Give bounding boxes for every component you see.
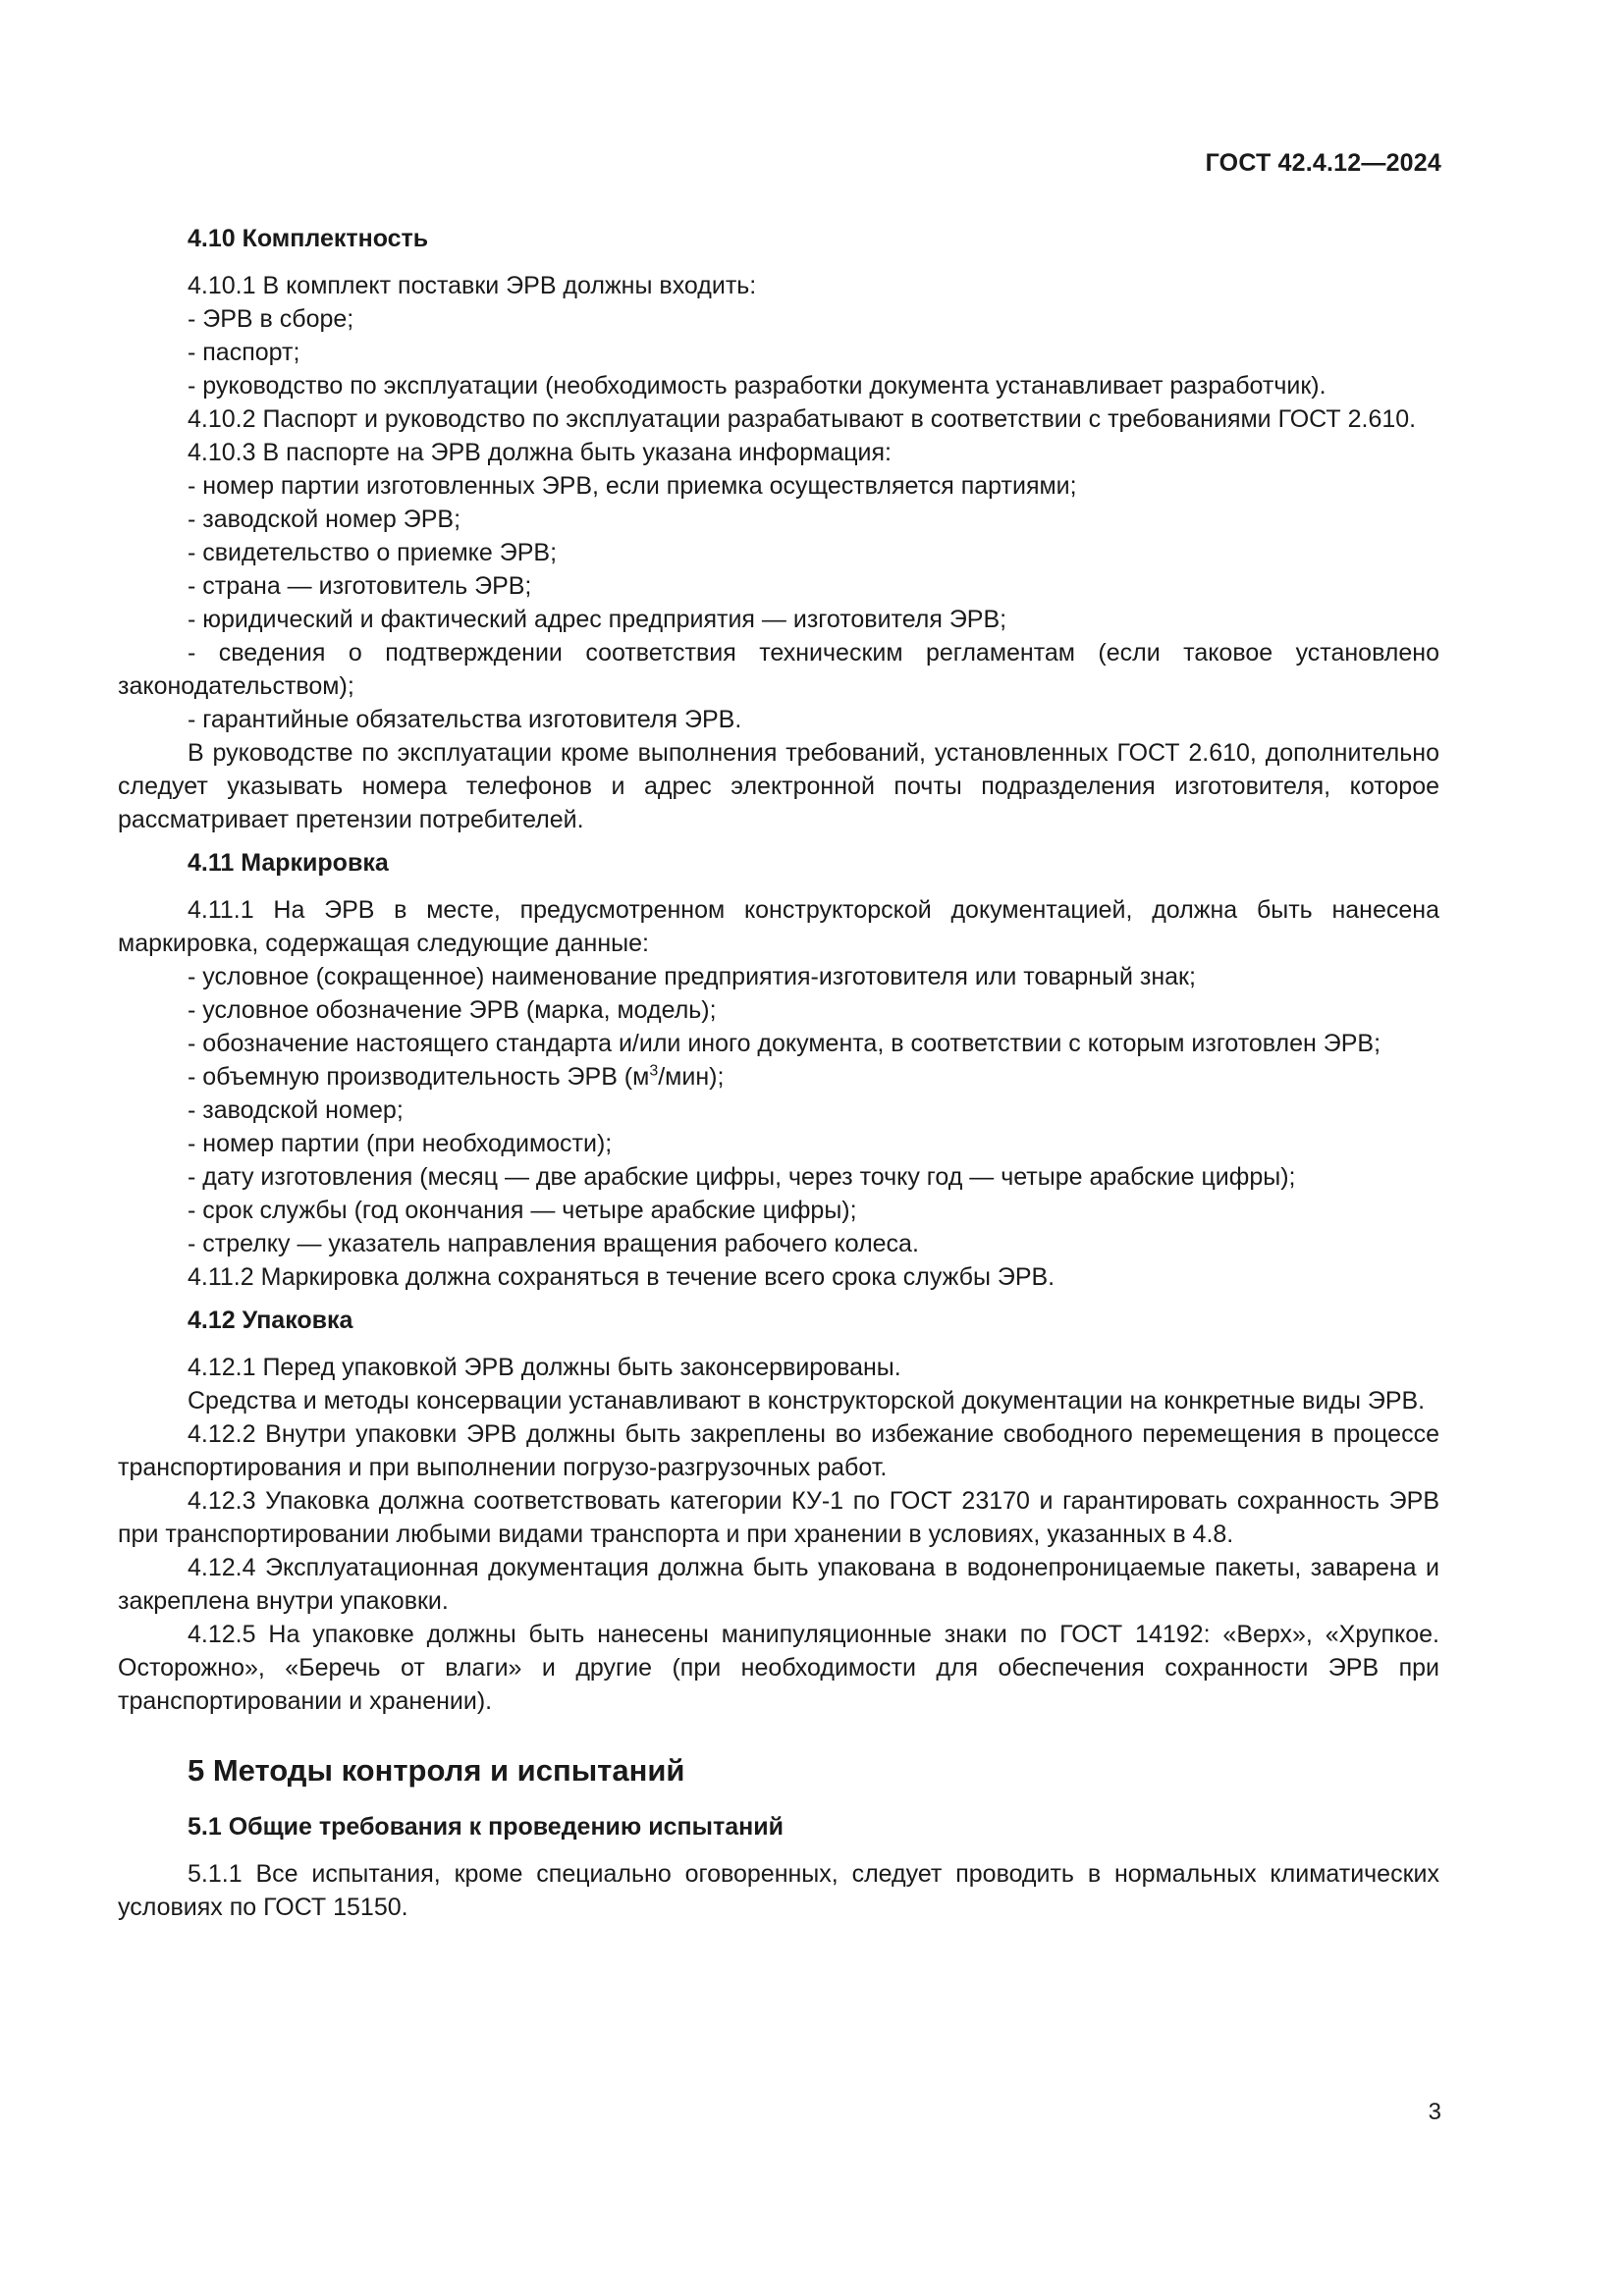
paragraph: 4.10.1 В комплект поставки ЭРВ должны входить:	[188, 272, 757, 299]
paragraph: 4.10.3 В паспорте на ЭРВ должна быть указана информация:	[188, 439, 893, 466]
list-item: - заводской номер;	[188, 1096, 404, 1124]
paragraph: 4.12.2 Внутри упаковки ЭРВ должны быть закреплены во избежание свободного перемещения в процессе транспортирования и при выполнении погрузо-разгрузочных работ.	[118, 1420, 1439, 1481]
paragraph: 4.12.4 Эксплуатационная документация должна быть упакована в водонепроницаемые пакеты, заварена и закреплена внутри упаковки.	[118, 1554, 1439, 1615]
list-item: - заводской номер ЭРВ;	[188, 506, 461, 533]
list-item: - условное (сокращенное) наименование предприятия-изготовителя или товарный знак;	[188, 963, 1196, 990]
list-item-text: - объемную производительность ЭРВ (м	[188, 1063, 650, 1091]
list-item: - сведения о подтверждении соответствия техническим регламентам (если таковое установлено законодательством);	[118, 639, 1439, 700]
list-item: - номер партии изготовленных ЭРВ, если приемка осуществляется партиями;	[188, 472, 1077, 500]
document-number: ГОСТ 42.4.12—2024	[1205, 149, 1441, 177]
list-item: - дату изготовления (месяц — две арабские цифры, через точку год — четыре арабские цифры);	[188, 1163, 1296, 1191]
list-item: - руководство по эксплуатации (необходимость разработки документа устанавливает разработчик).	[188, 372, 1326, 400]
paragraph: 4.12.1 Перед упаковкой ЭРВ должны быть законсервированы.	[188, 1354, 901, 1381]
list-item: - ЭРВ в сборе;	[188, 305, 354, 333]
list-item: - страна — изготовитель ЭРВ;	[188, 572, 532, 600]
document-body	[118, 222, 1439, 1924]
list-item: - срок службы (год окончания — четыре арабские цифры);	[188, 1197, 857, 1224]
list-item: - номер партии (при необходимости);	[188, 1130, 613, 1157]
paragraph: 4.11.2 Маркировка должна сохраняться в течение всего срока службы ЭРВ.	[188, 1263, 1056, 1291]
paragraph: 5.1.1 Все испытания, кроме специально оговоренных, следует проводить в нормальных климатических условиях по ГОСТ 15150.	[118, 1860, 1439, 1921]
list-item: - обозначение настоящего стандарта и/или иного документа, в соответствии с которым изготовлен ЭРВ;	[188, 1030, 1381, 1057]
list-item: - условное обозначение ЭРВ (марка, модель);	[188, 996, 717, 1024]
section-heading: 4.12 Упаковка	[188, 1307, 353, 1334]
page-number: 3	[1428, 2099, 1441, 2125]
chapter-heading: 5 Методы контроля и испытаний	[188, 1753, 685, 1788]
paragraph: 4.10.2 Паспорт и руководство по эксплуатации разрабатывают в соответствии с требованиями ГОСТ 2.610.	[188, 405, 1417, 433]
superscript: 3	[649, 1062, 659, 1080]
list-item: - юридический и фактический адрес предприятия — изготовителя ЭРВ;	[188, 606, 1007, 633]
paragraph: В руководстве по эксплуатации кроме выполнения требований, установленных ГОСТ 2.610, дополнительно следует указывать номера телефонов и адрес электронной почты подразделения изготовителя, которое рассматривает претензии потребителей.	[118, 739, 1439, 833]
list-item: - гарантийные обязательства изготовителя ЭРВ.	[188, 706, 742, 733]
paragraph: 4.11.1 На ЭРВ в месте, предусмотренном конструкторской документацией, должна быть нанесена маркировка, содержащая следующие данные:	[118, 896, 1439, 957]
list-item: - стрелку — указатель направления вращения рабочего колеса.	[188, 1230, 919, 1257]
paragraph: 4.12.5 На упаковке должны быть нанесены манипуляционные знаки по ГОСТ 14192: «Верх», «Хрупкое. Осторожно», «Беречь от влаги» и другие (при необходимости для обеспечения сохранности ЭРВ при транспортировании и хранении).	[118, 1621, 1439, 1715]
list-item: - свидетельство о приемке ЭРВ;	[188, 539, 558, 566]
section-heading: 5.1 Общие требования к проведению испытаний	[188, 1813, 784, 1841]
section-heading: 4.11 Маркировка	[188, 849, 389, 877]
section-heading: 4.10 Комплектность	[188, 225, 429, 252]
paragraph: Средства и методы консервации устанавливают в конструкторской документации на конкретные виды ЭРВ.	[188, 1387, 1426, 1415]
list-item	[118, 1060, 1439, 1094]
paragraph: 4.12.3 Упаковка должна соответствовать категории КУ-1 по ГОСТ 23170 и гарантировать сохранность ЭРВ при транспортировании любыми видами транспорта и при хранении в условиях, указанных в 4.8.	[118, 1487, 1439, 1548]
list-item-text: /мин);	[658, 1063, 725, 1091]
list-item: - паспорт;	[188, 339, 300, 366]
